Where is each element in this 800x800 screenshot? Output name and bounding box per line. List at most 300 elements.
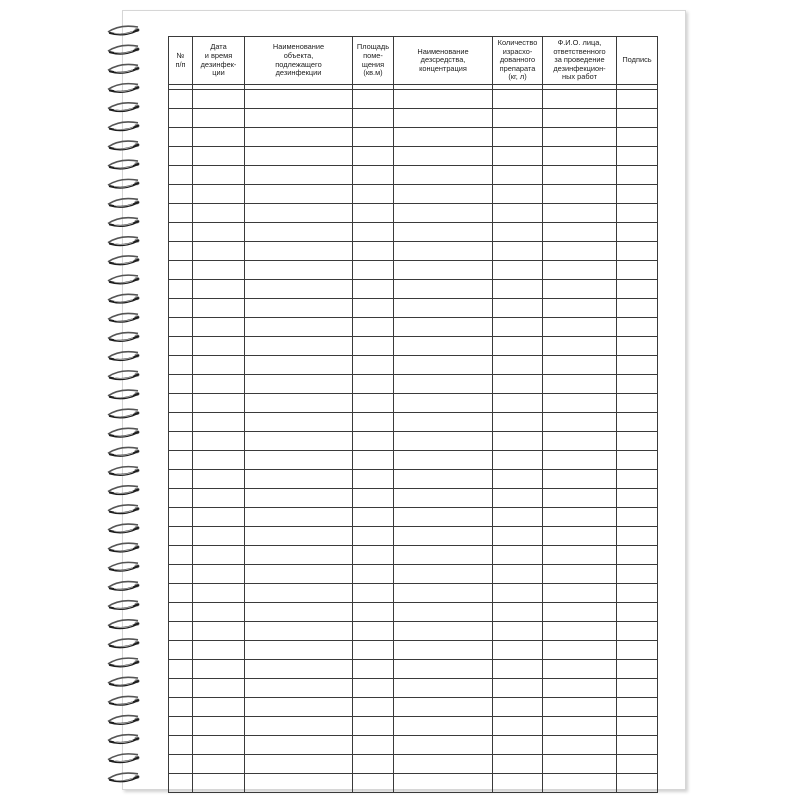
table-cell-object <box>245 90 353 109</box>
table-row <box>169 660 658 679</box>
table-cell-agent <box>394 280 493 299</box>
column-header-signature: Подпись <box>617 37 658 85</box>
table-cell-date <box>193 356 245 375</box>
table-cell-amount <box>493 318 543 337</box>
table-cell-object <box>245 337 353 356</box>
table-cell-signature <box>617 660 658 679</box>
table-cell-person <box>543 166 617 185</box>
table-row <box>169 413 658 432</box>
table-cell-date <box>193 755 245 774</box>
table-cell-object <box>245 185 353 204</box>
table-cell-amount <box>493 641 543 660</box>
table-cell-object <box>245 717 353 736</box>
table-cell-amount <box>493 147 543 166</box>
table-body <box>169 85 658 793</box>
table-cell-num <box>169 698 193 717</box>
table-cell-date <box>193 546 245 565</box>
table-cell-agent <box>394 261 493 280</box>
table-cell-num <box>169 470 193 489</box>
table-cell-person <box>543 527 617 546</box>
table-cell-num <box>169 261 193 280</box>
table-cell-num <box>169 318 193 337</box>
table-cell-date <box>193 508 245 527</box>
table-cell-agent <box>394 128 493 147</box>
table-cell-person <box>543 280 617 299</box>
table-cell-person <box>543 375 617 394</box>
table-cell-amount <box>493 527 543 546</box>
table-cell-agent <box>394 318 493 337</box>
table-cell-num <box>169 204 193 223</box>
column-header-number: № п/п <box>169 37 193 85</box>
table-cell-num <box>169 223 193 242</box>
table-cell-num <box>169 147 193 166</box>
table-cell-amount <box>493 584 543 603</box>
table-cell-area <box>353 90 394 109</box>
spiral-coil <box>108 313 140 321</box>
table-row <box>169 261 658 280</box>
table-cell-agent <box>394 660 493 679</box>
table-cell-num <box>169 679 193 698</box>
table-cell-num <box>169 280 193 299</box>
table-cell-signature <box>617 679 658 698</box>
table-cell-area <box>353 774 394 793</box>
table-cell-amount <box>493 280 543 299</box>
table-cell-person <box>543 299 617 318</box>
table-cell-date <box>193 470 245 489</box>
table-row <box>169 755 658 774</box>
table-cell-signature <box>617 451 658 470</box>
table-cell-agent <box>394 527 493 546</box>
table-cell-date <box>193 603 245 622</box>
table-row <box>169 280 658 299</box>
table-cell-amount <box>493 603 543 622</box>
table-cell-num <box>169 565 193 584</box>
table-cell-signature <box>617 736 658 755</box>
table-cell-person <box>543 717 617 736</box>
table-row <box>169 527 658 546</box>
table-cell-signature <box>617 299 658 318</box>
table-cell-area <box>353 185 394 204</box>
spiral-coil <box>108 524 140 532</box>
table-cell-signature <box>617 109 658 128</box>
table-cell-num <box>169 432 193 451</box>
table-row <box>169 432 658 451</box>
table-cell-signature <box>617 166 658 185</box>
table-cell-signature <box>617 261 658 280</box>
table-cell-date <box>193 337 245 356</box>
table-cell-signature <box>617 280 658 299</box>
table-cell-amount <box>493 736 543 755</box>
table-row <box>169 565 658 584</box>
table-cell-agent <box>394 242 493 261</box>
table-cell-agent <box>394 565 493 584</box>
table-cell-person <box>543 698 617 717</box>
table-cell-num <box>169 774 193 793</box>
column-header-amount: Количество израсхо- дованного препарата (кг, л) <box>493 37 543 85</box>
table-cell-date <box>193 774 245 793</box>
table-cell-signature <box>617 774 658 793</box>
spiral-coil <box>108 45 140 53</box>
table-cell-date <box>193 489 245 508</box>
table-cell-agent <box>394 508 493 527</box>
table-row <box>169 223 658 242</box>
table-row <box>169 204 658 223</box>
table-row <box>169 470 658 489</box>
table-cell-signature <box>617 584 658 603</box>
table-cell-amount <box>493 451 543 470</box>
table-cell-person <box>543 109 617 128</box>
table-cell-person <box>543 622 617 641</box>
table-cell-signature <box>617 337 658 356</box>
spiral-coil <box>108 582 140 590</box>
spiral-coil <box>108 639 140 647</box>
table-cell-person <box>543 242 617 261</box>
table-cell-signature <box>617 242 658 261</box>
table-cell-agent <box>394 394 493 413</box>
table-cell-date <box>193 280 245 299</box>
table-cell-object <box>245 413 353 432</box>
table-cell-signature <box>617 489 658 508</box>
table-cell-object <box>245 679 353 698</box>
table-cell-signature <box>617 470 658 489</box>
table-cell-agent <box>394 489 493 508</box>
table-cell-signature <box>617 717 658 736</box>
spiral-coil <box>108 294 140 302</box>
spiral-coil <box>108 601 140 609</box>
table-cell-object <box>245 375 353 394</box>
spiral-coil <box>108 735 140 743</box>
table-cell-amount <box>493 185 543 204</box>
table-cell-amount <box>493 679 543 698</box>
table-cell-person <box>543 565 617 584</box>
table-cell-amount <box>493 128 543 147</box>
table-cell-amount <box>493 109 543 128</box>
table-cell-signature <box>617 375 658 394</box>
table-cell-area <box>353 147 394 166</box>
table-cell-signature <box>617 432 658 451</box>
table-row <box>169 584 658 603</box>
spiral-coil <box>108 179 140 187</box>
table-cell-person <box>543 736 617 755</box>
table-cell-person <box>543 356 617 375</box>
table-row <box>169 128 658 147</box>
table-cell-area <box>353 413 394 432</box>
table-cell-object <box>245 584 353 603</box>
table-cell-object <box>245 261 353 280</box>
table-cell-person <box>543 508 617 527</box>
table-cell-date <box>193 394 245 413</box>
spiral-coil <box>108 84 140 92</box>
spiral-coil <box>108 141 140 149</box>
table-cell-agent <box>394 698 493 717</box>
table-cell-area <box>353 204 394 223</box>
table-row <box>169 641 658 660</box>
table-cell-num <box>169 413 193 432</box>
table-cell-object <box>245 660 353 679</box>
table-cell-object <box>245 641 353 660</box>
table-cell-amount <box>493 622 543 641</box>
table-cell-signature <box>617 185 658 204</box>
table-row <box>169 242 658 261</box>
table-cell-person <box>543 584 617 603</box>
table-cell-person <box>543 413 617 432</box>
table-cell-object <box>245 299 353 318</box>
table-cell-amount <box>493 90 543 109</box>
table-cell-amount <box>493 698 543 717</box>
table-cell-signature <box>617 128 658 147</box>
table-cell-area <box>353 546 394 565</box>
spiral-coil <box>108 218 140 226</box>
table-cell-amount <box>493 242 543 261</box>
table-cell-num <box>169 109 193 128</box>
table-cell-num <box>169 242 193 261</box>
table-cell-agent <box>394 470 493 489</box>
table-row <box>169 318 658 337</box>
table-row <box>169 185 658 204</box>
table-cell-amount <box>493 489 543 508</box>
table-cell-date <box>193 109 245 128</box>
spiral-coil <box>108 486 140 494</box>
table-cell-date <box>193 717 245 736</box>
table-cell-object <box>245 432 353 451</box>
table-cell-agent <box>394 774 493 793</box>
table-row <box>169 736 658 755</box>
table-cell-num <box>169 489 193 508</box>
table-row <box>169 394 658 413</box>
table-cell-object <box>245 166 353 185</box>
table-cell-amount <box>493 470 543 489</box>
table-cell-agent <box>394 603 493 622</box>
table-cell-area <box>353 223 394 242</box>
table-cell-area <box>353 698 394 717</box>
table-cell-object <box>245 470 353 489</box>
table-cell-area <box>353 451 394 470</box>
spiral-coil <box>108 447 140 455</box>
table-cell-object <box>245 223 353 242</box>
table-cell-date <box>193 166 245 185</box>
table-row <box>169 603 658 622</box>
table-cell-area <box>353 128 394 147</box>
table-cell-person <box>543 774 617 793</box>
table-cell-object <box>245 394 353 413</box>
table-cell-num <box>169 451 193 470</box>
table-cell-date <box>193 736 245 755</box>
table-header-row <box>169 37 658 85</box>
table-row <box>169 166 658 185</box>
table-cell-signature <box>617 755 658 774</box>
spiral-coil <box>108 103 140 111</box>
table-cell-agent <box>394 622 493 641</box>
table-cell-object <box>245 356 353 375</box>
table-cell-signature <box>617 698 658 717</box>
table-cell-agent <box>394 641 493 660</box>
column-header-date: Дата и время дезинфек- ции <box>193 37 245 85</box>
table-cell-person <box>543 641 617 660</box>
table-cell-signature <box>617 147 658 166</box>
table-cell-date <box>193 90 245 109</box>
table-cell-object <box>245 204 353 223</box>
table-cell-object <box>245 698 353 717</box>
table-cell-signature <box>617 603 658 622</box>
table-cell-date <box>193 147 245 166</box>
table-cell-num <box>169 356 193 375</box>
table-cell-date <box>193 641 245 660</box>
table-cell-area <box>353 641 394 660</box>
table-cell-area <box>353 318 394 337</box>
table-cell-agent <box>394 451 493 470</box>
spiral-coil <box>108 409 140 417</box>
table-cell-num <box>169 166 193 185</box>
table-cell-agent <box>394 166 493 185</box>
table-cell-object <box>245 280 353 299</box>
table-cell-amount <box>493 356 543 375</box>
table-cell-object <box>245 546 353 565</box>
table-cell-object <box>245 109 353 128</box>
table-cell-agent <box>394 413 493 432</box>
table-cell-date <box>193 660 245 679</box>
table-cell-date <box>193 622 245 641</box>
table-cell-num <box>169 128 193 147</box>
table-row <box>169 451 658 470</box>
table-cell-person <box>543 90 617 109</box>
table-cell-amount <box>493 166 543 185</box>
table-cell-agent <box>394 546 493 565</box>
table-cell-area <box>353 280 394 299</box>
table-cell-amount <box>493 261 543 280</box>
table-cell-person <box>543 679 617 698</box>
table-cell-agent <box>394 185 493 204</box>
table-row <box>169 546 658 565</box>
table-cell-agent <box>394 356 493 375</box>
spiral-coil <box>108 754 140 762</box>
table-cell-amount <box>493 394 543 413</box>
table-cell-num <box>169 527 193 546</box>
spiral-coil <box>108 620 140 628</box>
table-cell-object <box>245 755 353 774</box>
spiral-coil <box>108 716 140 724</box>
table-cell-agent <box>394 375 493 394</box>
table-cell-num <box>169 90 193 109</box>
table-cell-date <box>193 299 245 318</box>
table-cell-signature <box>617 413 658 432</box>
table-cell-area <box>353 489 394 508</box>
table-cell-area <box>353 565 394 584</box>
table-cell-date <box>193 451 245 470</box>
table-row <box>169 508 658 527</box>
table-cell-num <box>169 622 193 641</box>
table-cell-area <box>353 242 394 261</box>
spiral-coil <box>108 467 140 475</box>
table-cell-amount <box>493 299 543 318</box>
table-cell-amount <box>493 204 543 223</box>
table-cell-area <box>353 432 394 451</box>
table-cell-num <box>169 660 193 679</box>
table-cell-agent <box>394 717 493 736</box>
table-cell-date <box>193 527 245 546</box>
table-cell-amount <box>493 546 543 565</box>
table-cell-date <box>193 204 245 223</box>
spiral-binding <box>100 0 150 800</box>
table-cell-object <box>245 318 353 337</box>
table-cell-person <box>543 223 617 242</box>
table-row <box>169 356 658 375</box>
spiral-coil <box>108 543 140 551</box>
table-cell-num <box>169 394 193 413</box>
table-cell-agent <box>394 584 493 603</box>
table-row <box>169 698 658 717</box>
table-cell-area <box>353 166 394 185</box>
table-row <box>169 109 658 128</box>
spiral-coil <box>108 371 140 379</box>
table-cell-date <box>193 128 245 147</box>
table-cell-num <box>169 603 193 622</box>
table-cell-object <box>245 147 353 166</box>
table-cell-num <box>169 299 193 318</box>
table-cell-object <box>245 451 353 470</box>
table-cell-num <box>169 337 193 356</box>
column-header-object: Наименование объекта, подлежащего дезинфекции <box>245 37 353 85</box>
table-cell-agent <box>394 204 493 223</box>
table-cell-person <box>543 261 617 280</box>
spiral-coil <box>108 773 140 781</box>
table-cell-num <box>169 736 193 755</box>
table-cell-date <box>193 375 245 394</box>
table-cell-area <box>353 584 394 603</box>
table-cell-object <box>245 489 353 508</box>
table-cell-person <box>543 603 617 622</box>
table-cell-agent <box>394 223 493 242</box>
table-row <box>169 774 658 793</box>
table-cell-date <box>193 565 245 584</box>
table-cell-num <box>169 508 193 527</box>
spiral-coil <box>108 658 140 666</box>
table-row <box>169 147 658 166</box>
table-cell-agent <box>394 90 493 109</box>
table-cell-object <box>245 527 353 546</box>
table-cell-amount <box>493 223 543 242</box>
table-cell-person <box>543 489 617 508</box>
column-header-area: Площадь поме- щения (кв.м) <box>353 37 394 85</box>
table-cell-signature <box>617 565 658 584</box>
spiral-coil <box>108 237 140 245</box>
table-cell-signature <box>617 508 658 527</box>
table-cell-person <box>543 432 617 451</box>
table-cell-area <box>353 356 394 375</box>
spiral-coil <box>108 352 140 360</box>
table-cell-area <box>353 755 394 774</box>
table-cell-agent <box>394 147 493 166</box>
table-cell-object <box>245 242 353 261</box>
table-cell-num <box>169 375 193 394</box>
table-cell-area <box>353 337 394 356</box>
table-cell-amount <box>493 755 543 774</box>
table-cell-date <box>193 584 245 603</box>
table-cell-person <box>543 147 617 166</box>
table-cell-person <box>543 394 617 413</box>
table-cell-date <box>193 432 245 451</box>
table-cell-amount <box>493 508 543 527</box>
table-cell-person <box>543 470 617 489</box>
table-cell-object <box>245 508 353 527</box>
table-cell-area <box>353 527 394 546</box>
table-cell-person <box>543 185 617 204</box>
table-cell-area <box>353 622 394 641</box>
table-cell-date <box>193 413 245 432</box>
table-cell-date <box>193 242 245 261</box>
table-cell-person <box>543 318 617 337</box>
table-cell-person <box>543 546 617 565</box>
spiral-coil <box>108 677 140 685</box>
